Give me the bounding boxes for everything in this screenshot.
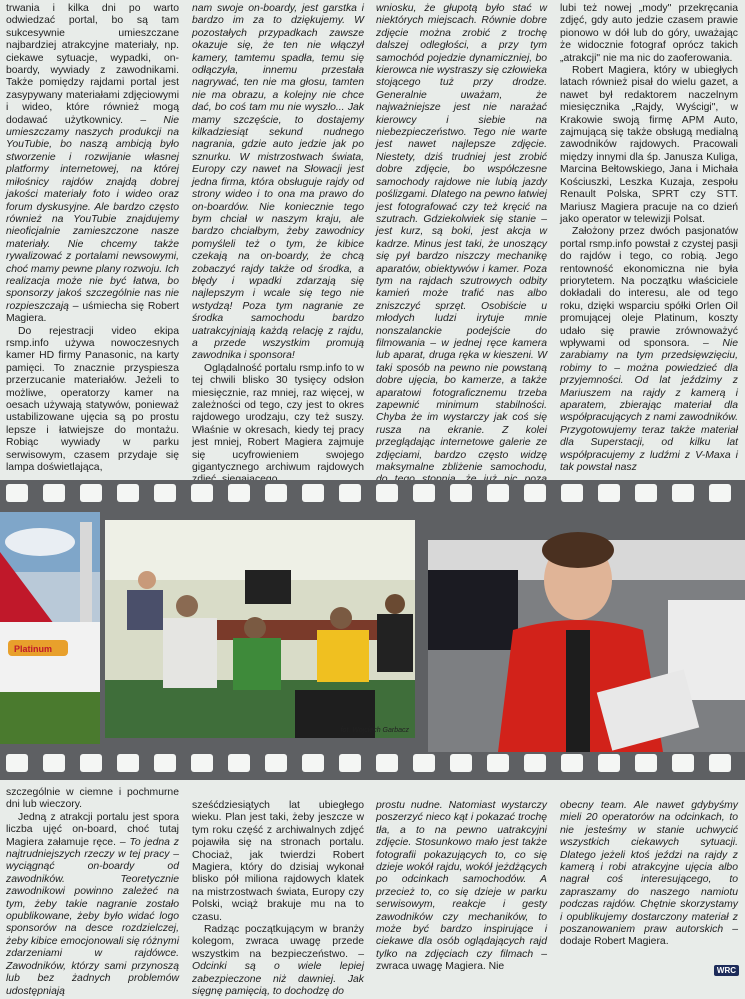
italic-quote: – Nie zarabiamy na tym przedsięwzięciu, robimy to – można powiedzieć dla przyjemności. Od lat jeździmy z Mariuszem na rajdy z kamerą i aparatem, zbierając materiał dla współpracujących z nami zawodników. Przygotowujemy teraz także materiał dla Superstacji, od kilku lat współpracujemy z ludźmi z V-Maxa i tak powstał nasz [560, 337, 738, 474]
film-perforations-bottom [0, 754, 745, 776]
photo-film-strip [0, 480, 745, 780]
article-paragraph [192, 924, 364, 998]
photo-robert-magiera [428, 540, 745, 752]
film-hole [487, 754, 509, 772]
film-hole [302, 754, 324, 772]
film-hole [191, 484, 213, 502]
film-hole [376, 484, 398, 502]
article-paragraph [6, 787, 179, 812]
film-hole [228, 484, 250, 502]
film-hole [672, 484, 694, 502]
film-hole [450, 484, 472, 502]
svg-text:Platinum: Platinum [14, 644, 53, 654]
film-hole [339, 484, 361, 502]
paragraph-text: – dodaje Robert Magiera. [560, 924, 738, 948]
film-hole [672, 754, 694, 772]
paragraph-text: Założony przez dwóch pasjonatów portal rsmp.info powstał z czystej pasji do rajdów i tego, co robią. Jego rentowność ekonomiczna nie była priorytetem. Na początku właściciele dokładali do interesu, ale od tego roku, dzięki wsparciu spółki Orlen Oil promującej oleje Platinum, koszty udało się prawie zrównoważyć wpływami od sponsora. [560, 226, 738, 349]
paragraph-text: Jedną z atrakcji portalu jest spora liczba ujęć on-board, choć tutaj Magiera załamuje ręce. [6, 811, 179, 848]
italic-quote: wniosku, że głupotą było stać w niektórych miejscach. Równie dobre zdjęcie można zrobić z trochę dalszej odległości, a przy tym samochód pojedzie dynamiczniej, bo kierowca nie wystraszy się człowieka stojącego tuż przy drodze. Generalnie uważam, że najważniejsze jest nie narażać kierowcy i siebie na niebezpieczeństwo. Tego nie warte jest nawet najlepsze zdjęcie. Niestety, dziś trudniej jest zrobić dobre zdjęcie, bo współczesne samochody rajdowe nie lubią jazdy poślizgami. Dlatego na pewno łatwiej jest fotografować czy też kręcić na szutrach. Gdziekolwiek się stanie – jest kurz, są boki, jest akcja w kadrze. Minus jest taki, że unoszący się pył bardzo niszczy mechanikę aparatów, obiektywów i kamer. Poza tym na rajdach szutrowych odbity kamień może trafić nas albo zniszczyć sprzęt. Osobiście u młodych ludzi irytuje mnie nonszalanckie podejście do filmowania – w jednej ręce kamera lub aparat, druga ręka w kieszeni. W taki sposób na pewno nie powstaną dobre ujęcia, bo kamerze, a także aparatowi fotograficznemu trzeba zapewnić minimum stabilności. Chyba że im wystarczy jak coś się rusza na ekranie. Z kolei przeglądając internetowe galerie ze zdjęciami, bardzo często widzę maksymalne zbliżenie samochodu, [376, 3, 547, 474]
film-perforations-top [0, 484, 745, 506]
film-hole [709, 484, 731, 502]
italic-quote: nam swoje on-boardy, jest garstka i bardzo im za to dziękujemy. W pozostałych przypadkach zawsze okazuje się, że ten nie włączył kamery, tamtemu spadła, temu się odłączyła, innemu przestała nagrywać, ten nie ma głosu, tamten nie ma obrazu, a kolejny nie chce dać, bo coś tam mu nie wyszło... Jak mamy szczęście, to dostajemy kilkadziesiąt sekund nudnego nagrania, gdzie auto jedzie jak po sznurku. W mistrzostwach świata, Europy czy nawet na Słowacji jest jedna firma, która obsługuje rajdy od strony wideo i to ona ma prawo do on-boardów. Nie koniecznie tego bym chciał w naszym kraju, ale bardzo chciałbym, żeby zawodnicy pomyśleli też o tym, że kibice czekają na on-boardy, że chcą zobaczyć rajdy także od środka, a błędy i wpadki zdarzają się najlepszym i wcale się tego nie wstydzą! Poza tym nagranie ze środka samochodu bardzo uatrakcyjniają każdą relację z rajdu, a przede wszystkim promują zawodnika i sponsora! [192, 3, 364, 362]
film-hole [635, 484, 657, 502]
film-hole [524, 754, 546, 772]
film-hole [598, 484, 620, 502]
magazine-logo: WRC [714, 965, 739, 976]
photo-team-at-work [105, 520, 415, 738]
article-paragraph [192, 3, 364, 363]
article-paragraph [6, 3, 179, 326]
article-paragraph [376, 800, 547, 974]
column-4-bottom [560, 800, 738, 980]
column-4-top [560, 3, 738, 475]
italic-quote: prostu nudne. Natomiast wystarczy poszerzyć nieco kąt i pokazać trochę tła, a to na pewno uatrakcyjni zdjęcie. Stosunkowo mało jest także fotografii pokazujących to, co się dzieje wokół rajdu, wokół jeżdżących po odcinkach samochodów. A przecież to, co się dzieje w parku serwisowym, reakcje i gesty zawodników czy mechaników, to może być bardzo inspirujące i ciekawe dla osób oglądających rajd tylko na zdjęciach czy filmach [376, 800, 547, 960]
paragraph-text: Do rejestracji video ekipa rsmp.info używa nowoczesnych kamer HD firmy Panasonic, na karty pamięci. To znacznie przyspiesza przerzucanie materiałów. Jeżeli to możliwe, operatorzy kamer na oesach używają statywów, ponieważ ustabilizowane ujęcia są po prostu lepsze i łatwiejsze do montażu. Robiąc wywiady w parku serwisowym, czasem przydaje się lampa doświetlająca, [6, 325, 179, 474]
article-paragraph [192, 363, 364, 487]
film-hole [154, 754, 176, 772]
italic-quote: – To jedna z najtrudniejszych rzeczy w tej pracy – wyciągnąć on-boardy od zawodników. Teoretycznie zawodnikowi powinno zależeć na tym, żeby takie nagranie zostało opublikowane, żeby było widać logo sponsorów na desce rozdzielczej, żeby kibice emocjonowali się różnymi zdarzeniami w rajdówce. Zawodników, którzy sami przynoszą lub bez żadnych problemów udostępniają [6, 836, 179, 997]
photo-caption: fot. Wojciech Garbacz [340, 727, 409, 734]
film-hole [561, 484, 583, 502]
paragraph-text: trwania i kilka dni po warto odwiedzać portal, bo są tam sukcesywnie umieszczane najbardziej atrakcyjne materiały, np. ciekawe sytuacje, wypadki, on-boardy, wywiady z zawodnikami. Także pomiędzy rajdami portal jest zasypywany materiałami zdjęciowymi i wideo, które również mogą dodawać użytkownicy. [6, 3, 179, 126]
column-3-top [376, 3, 547, 475]
film-hole [43, 484, 65, 502]
paragraph-text: sześćdziesiątych lat ubiegłego wieku. Plan jest taki, żeby jeszcze w tym roku część z archiwalnych zdjęć pojawiła się na stronach portalu. Chociaż, jak twierdzi Robert Magiera, który do dzisiaj wykonał blisko pół miliona rajdowych klatek na mistrzostwach świata, Europy czy Polski, wciąż brakuje mu na to czasu. [192, 800, 364, 923]
film-hole [265, 754, 287, 772]
film-hole [413, 754, 435, 772]
film-hole [117, 484, 139, 502]
article-paragraph [560, 65, 738, 226]
paragraph-text: – zwraca uwagę Magiera. Nie [376, 948, 547, 973]
column-2-bottom [192, 800, 364, 998]
paragraph-text: lubi też nowej „mody" przekręcania zdjęć, gdy auto jedzie czasem prawie pionowo w dół lub do góry, uważając że widocznie fotograf oprócz takich „atrakcji" nie ma nic do zaoferowania. [560, 3, 738, 64]
italic-quote: obecny team. Ale nawet gdybyśmy mieli 20 operatorów na odcinkach, to nie jesteśmy w stanie uchwycić wszystkich ciekawych sytuacji. Dlatego jeżeli ktoś jeździ na rajdy z kamerą i robi atrakcyjne ujęcia albo nagrał coś interesującego, to zapraszamy do naszego namiotu podczas rajdów. Chętnie skorzystamy i opublikujemy dostarczony materiał z poszanowaniem praw autorskich [560, 800, 738, 936]
column-1-bottom [6, 787, 179, 997]
article-paragraph [560, 800, 738, 949]
film-hole [265, 484, 287, 502]
film-hole [376, 754, 398, 772]
film-hole [413, 484, 435, 502]
article-paragraph [376, 3, 547, 524]
film-hole [339, 754, 361, 772]
film-hole [117, 754, 139, 772]
team-illustration [105, 520, 415, 738]
article-paragraph [6, 326, 179, 475]
article-paragraph [560, 226, 738, 474]
column-2-top [192, 3, 364, 475]
banners-illustration [0, 512, 100, 744]
paragraph-text: – uśmiecha się Robert Magiera. [6, 300, 179, 325]
paragraph-text: Robert Magiera, który w ubiegłych latach również pisał do wielu gazet, a nawet był redaktorem naczelnym miesięcznika „Rajdy, Wyścigi", w Krakowie swoją firmę APM Auto, zajmującą się także obsługą medialną zawodników rajdowych. Pracowali między innymi dla śp. Janusza Kuliga, Marcina Bełtowskiego, Jana i Michała Kościuszki, Leszka Kuzaja, zespołu Renault Polska, SPRT czy STT. Mariusz Magiera pracuje na co dzień jako operator w telewizji Polsat. [560, 65, 738, 225]
film-hole [487, 484, 509, 502]
paragraph-text: Radząc początkującym w branży kolegom, zwraca uwagę przede wszystkim na bezpieczeństwo. [192, 924, 364, 960]
film-hole [709, 754, 731, 772]
portrait-illustration [428, 540, 745, 752]
photo-rally-banners [0, 512, 100, 744]
film-hole [302, 484, 324, 502]
film-hole [154, 484, 176, 502]
article-paragraph [6, 812, 179, 998]
film-hole [6, 754, 28, 772]
film-hole [524, 484, 546, 502]
film-hole [80, 484, 102, 502]
film-hole [561, 754, 583, 772]
film-hole [191, 754, 213, 772]
film-hole [80, 754, 102, 772]
article-paragraph [560, 3, 738, 65]
italic-quote: – Odcinki są o wiele lepiej zabezpieczone niż dawniej. Jak sięgnę pamięcią, to dochodzę do [192, 948, 364, 998]
film-hole [6, 484, 28, 502]
italic-quote: – Nie umieszczamy naszych produkcji na YouTubie, bo naszą ambicją było stworzenie i rozwijanie własnej platformy internetowej, na której miłośnicy rajdów znajdą dobrej jakości materiały foto i wideo oraz forum dyskusyjne. Ale bardzo często również na YouTubie znajdujemy nieoficjalnie zamieszczone nasze materiały. Nie chcemy także rywalizować z portalami newsowymi, choć mamy pewne plany rozwoju. Ich realizacja może nie być łatwa, bo sponsorzy jakoś szczególnie nas nie rozpieszczają [6, 114, 179, 312]
article-paragraph [192, 800, 364, 924]
film-hole [43, 754, 65, 772]
paragraph-text: Oglądalność portalu rsmp.info to w tej chwili blisko 30 tysięcy odsłon miesięcznie, raz mniej, raz więcej, w zależności od tego, czy jest to okres rajdowego urodzaju, czy też suszy. Właśnie w okresach, kiedy tej pracy jest mniej, Robert Magiera zajmuje się ucyfrowieniem swojego gigantycznego archiwum rajdowych [192, 362, 364, 474]
film-hole [635, 754, 657, 772]
film-hole [450, 754, 472, 772]
column-1-top [6, 3, 179, 475]
paragraph-text: szczególnie w ciemne i pochmurne dni lub wieczory. [6, 787, 179, 811]
column-3-bottom [376, 800, 547, 980]
film-hole [228, 754, 250, 772]
film-hole [598, 754, 620, 772]
